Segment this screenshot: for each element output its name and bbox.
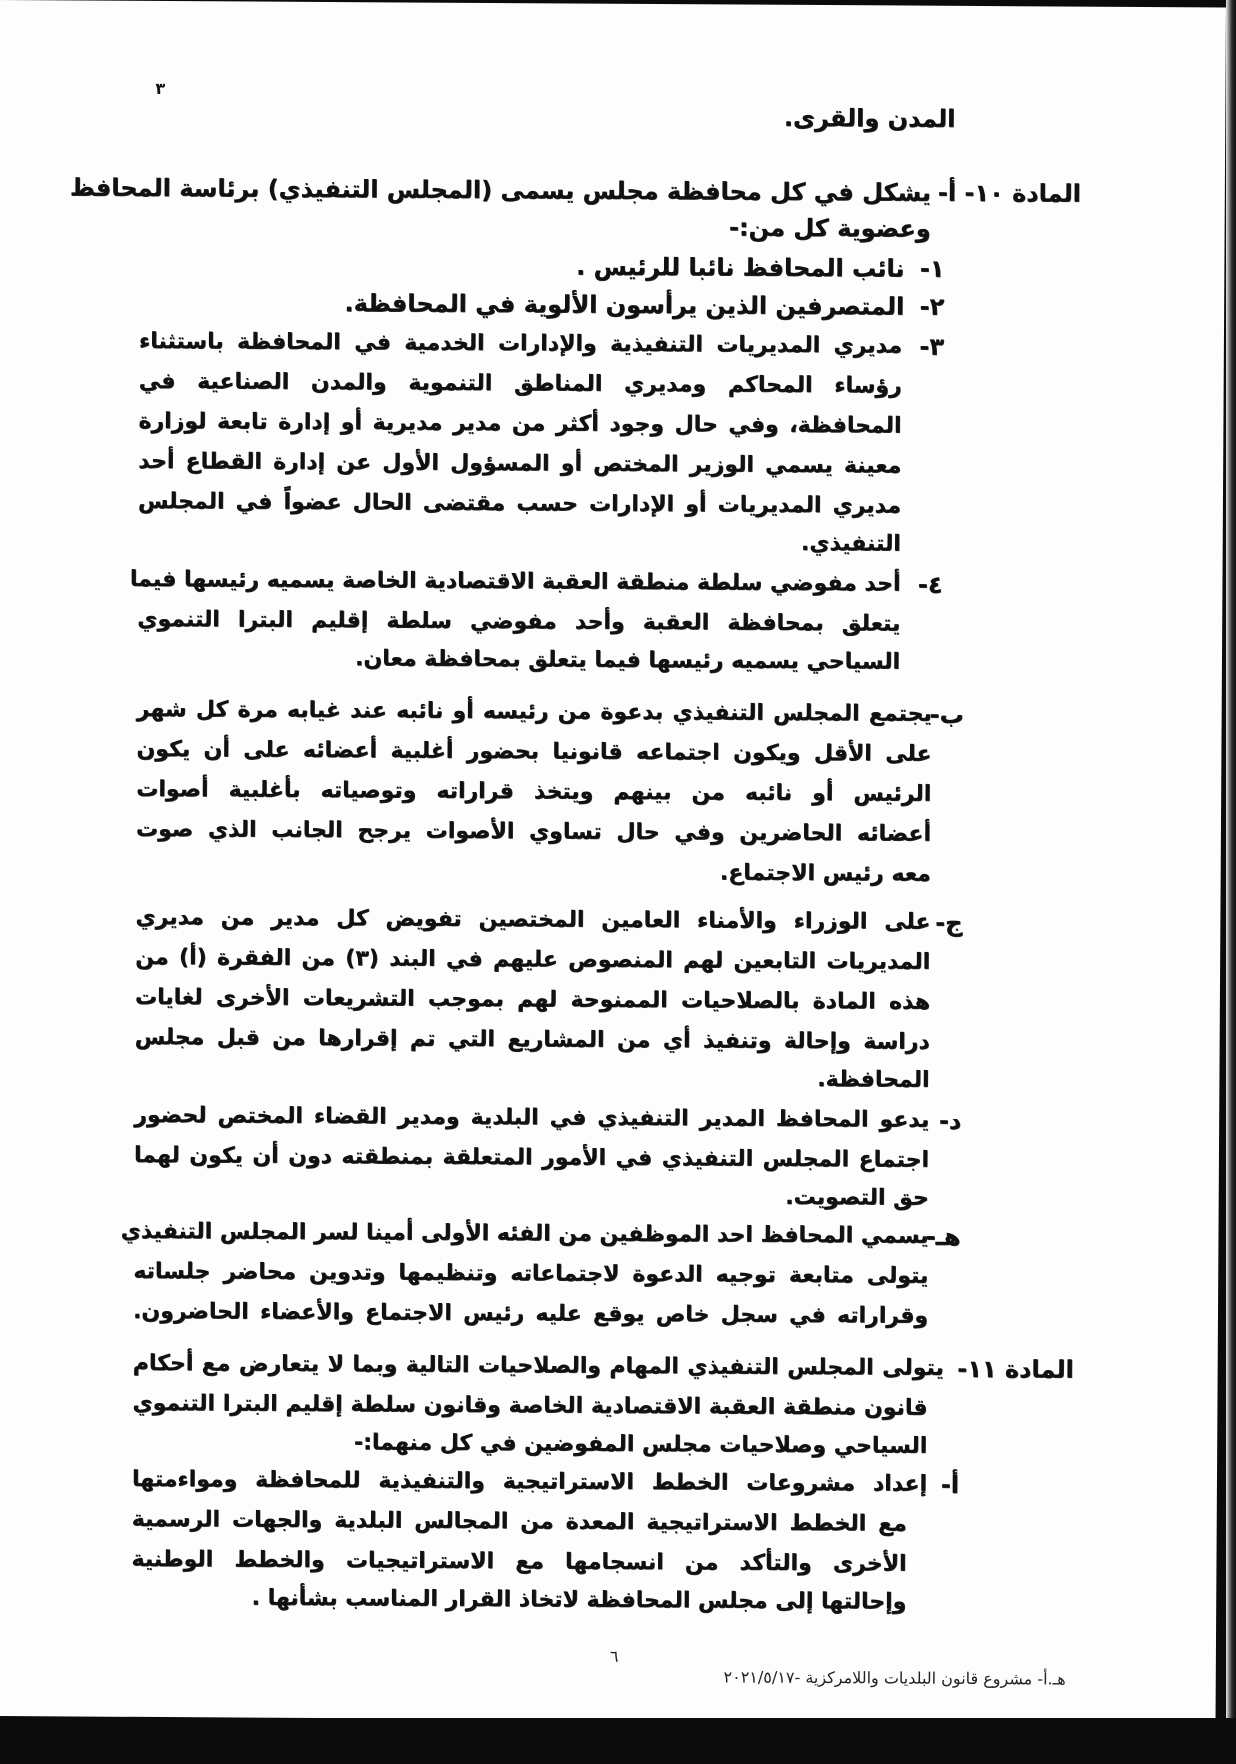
article-10-a-intro-line-1: يشكل في كل محافظة مجلس يسمى (المجلس التنفيذي) برئاسة المحافظ — [69, 173, 931, 207]
member-4-line-2: يتعلق بمحافظة العقبة وأحد مفوضي سلطة إقليم البترا التنموي — [137, 606, 901, 637]
paragraph-c-label: ج- — [935, 908, 963, 937]
paragraph-b-line-4: أعضائه الحاضرين وفي حال تساوي الأصوات يرجح الجانب الذي صوت — [135, 816, 931, 847]
article-11-a-line-3: الأخرى والتأكد من انسجامها مع الاستراتيجيات والخطط الوطنية — [131, 1546, 907, 1577]
paragraph-b-line-5: معه رئيس الاجتماع. — [719, 860, 931, 887]
article-11-intro-line-2: قانون منطقة العقبة الاقتصادية الخاصة وقانون سلطة إقليم البترا التنموي — [132, 1390, 928, 1421]
paragraph-d-line-2: اجتماع المجلس التنفيذي في الأمور المتعلقة بمنطقته دون أن يكون لهما — [133, 1142, 930, 1173]
member-3-number: ٣- — [919, 332, 944, 361]
member-3-line-2: رؤساء المحاكم ومديري المناطق التنموية والمدن الصناعية في — [138, 368, 902, 399]
paragraph-c-line-5: المحافظة. — [817, 1067, 930, 1093]
member-3-line-4: معينة يسمي الوزير المختص أو المسؤول الأول عن إدارة القطاع أحد — [138, 448, 902, 479]
paragraph-d-line-3: حق التصويت. — [785, 1184, 929, 1211]
paragraph-c-line-3: هذه المادة بالصلاحيات الممنوحة لهم بموجب التشريعات الأخرى لغايات — [134, 984, 930, 1015]
article-10-a-intro-line-2: وعضوية كل من:- — [728, 213, 931, 243]
member-4-number: ٤- — [917, 570, 943, 599]
paragraph-b-line-1: يجتمع المجلس التنفيذي بدعوة من رئيسه أو نائبه عند غيابه مرة كل شهر — [136, 696, 932, 727]
continuation-line: المدن والقرى. — [783, 103, 956, 133]
member-3-line-5: مديري المديريات أو الإدارات حسب مقتضى الحال عضواً في المجلس — [137, 488, 902, 519]
article-11-intro-line-3: السياحي وصلاحيات مجلس المفوضين في كل منهما:- — [353, 1430, 928, 1459]
paragraph-d-label: د- — [938, 1106, 962, 1135]
paragraph-d-line-1: يدعو المحافظ المدير التنفيذي في البلدية ومدير القضاء المختص لحضور — [134, 1102, 930, 1133]
member-3-line-1: مديري المديريات التنفيذية والإدارات الخدمية في المحافظة باستثناء — [138, 328, 902, 359]
paragraph-b-line-2: على الأقل ويكون اجتماعه قانونيا بحضور أغلبية أعضائه على أن يكون — [136, 736, 932, 767]
member-3-line-6: التنفيذي. — [800, 530, 901, 557]
article-11-a-label: أ- — [940, 1470, 960, 1499]
scan-right-edge — [1226, 0, 1236, 1764]
member-4-line-3: السياحي يسميه رئيسها فيما يتعلق بمحافظة معان. — [355, 646, 901, 675]
paragraph-c-line-4: دراسة وإحالة وتنفيذ أي من المشاريع التي تم إقرارها من قبل مجلس — [134, 1024, 930, 1055]
article-11-intro-line-1: يتولى المجلس التنفيذي المهام والصلاحيات التالية وبما لا يتعارض مع أحكام — [132, 1350, 944, 1381]
paragraph-e-line-1: يسمي المحافظ احد الموظفين من الفئه الأولى أمينا لسر المجلس التنفيذي — [120, 1218, 929, 1249]
paragraph-e-line-3: وقراراته في سجل خاص يوقع عليه رئيس الاجتماع والأعضاء الحاضرون. — [132, 1298, 929, 1329]
article-11-a-line-2: مع الخطط الاستراتيجية المعدة من المجالس البلدية والجهات الرسمية — [131, 1506, 907, 1537]
footer-document-title: هـ.أ- مشروع قانون البلديات واللامركزية -٢٠٢١/٥/١٧ — [723, 1667, 1066, 1689]
paragraph-e-label: هـ- — [925, 1222, 961, 1251]
member-1-number: ١- — [919, 254, 945, 283]
article-11-a-line-4: وإحالتها إلى مجلس المحافظة لاتخاذ القرار المناسب بشأنها . — [251, 1585, 907, 1615]
member-3-line-3: المحافظة، وفي حال وجود أكثر من مدير مديرية أو إدارة تابعة لوزارة — [138, 408, 902, 439]
paragraph-c-line-1: على الوزراء والأمناء العامين المختصين تفويض كل مدير من مديري — [135, 904, 931, 935]
article-11-a-line-1: إعداد مشروعات الخطط الاستراتيجية والتنفيذية للمحافظة ومواءمتها — [131, 1466, 928, 1497]
corner-page-mark: ٣ — [155, 78, 166, 99]
page-number: ٦ — [609, 1646, 619, 1666]
member-2-text: المتصرفين الذين يرأسون الألوية في المحافظة. — [344, 289, 905, 321]
article-10-heading: المادة ١٠- أ- — [937, 178, 1081, 208]
member-4-line-1: أحد مفوضي سلطة منطقة العقبة الاقتصادية الخاصة يسميه رئيسها فيما — [129, 566, 901, 597]
paragraph-b-line-3: الرئيس أو نائبه من بينهم ويتخذ قراراته وتوصياته بأغلبية أصوات — [136, 776, 932, 807]
paragraph-c-line-2: المديريات التابعين لهم المنصوص عليهم في البند (٣) من الفقرة (أ) من — [135, 944, 931, 975]
member-1-text: نائب المحافظ نائبا للرئيس . — [575, 252, 905, 283]
paragraph-b-label: ب- — [929, 700, 964, 729]
paragraph-e-line-2: يتولى متابعة توجيه الدعوة لاجتماعاته وتنظيمها وتدوين محاضر جلساته — [133, 1258, 929, 1289]
article-11-heading: المادة ١١- — [957, 1354, 1074, 1384]
member-2-number: ٢- — [919, 292, 945, 321]
scan-bottom-edge — [0, 1718, 1236, 1764]
